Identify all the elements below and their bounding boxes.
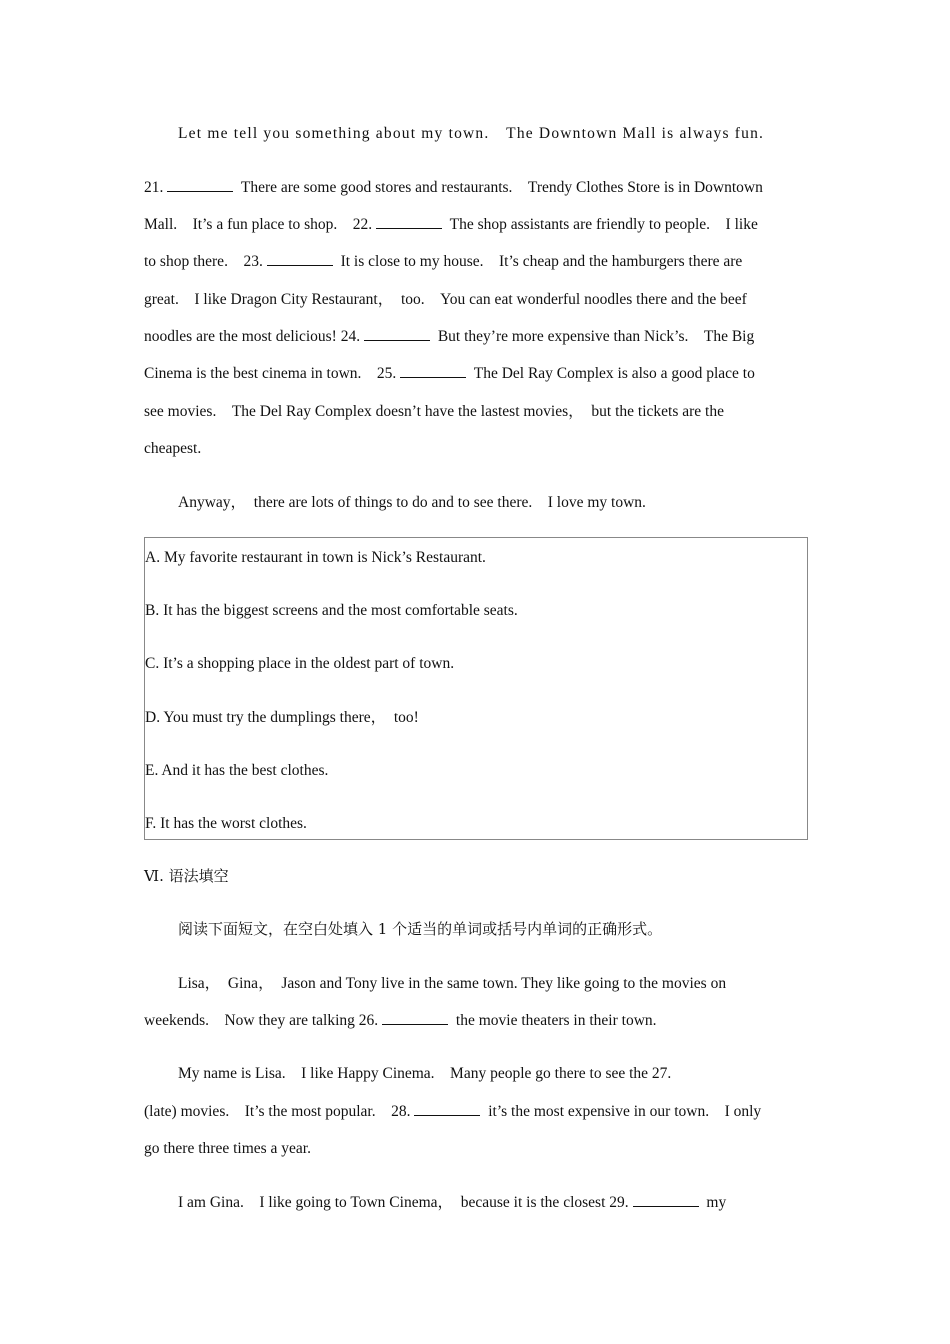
- grammar-passage-line: Lisa， Gina， Jason and Tony live in the same town. They like going to the movies on: [178, 975, 727, 992]
- grammar-passage-line: I am Gina. I like going to Town Cinema， because it is the closest 29. my: [178, 1194, 727, 1211]
- section-heading: Ⅵ. 语法填空: [144, 867, 229, 885]
- answer-blank-25[interactable]: [400, 365, 466, 378]
- option-e: E. And it has the best clothes.: [145, 762, 329, 779]
- option-a: A. My favorite restaurant in town is Nick’s Restaurant.: [145, 549, 486, 566]
- option-c: C. It’s a shopping place in the oldest part of town.: [145, 655, 455, 672]
- answer-blank-23[interactable]: [267, 253, 333, 266]
- grammar-passage-line: (late) movies. It’s the most popular. 28. it’s the most expensive in our town. I only: [144, 1103, 762, 1120]
- answer-blank-24[interactable]: [364, 328, 430, 341]
- passage-line: Cinema is the best cinema in town. 25. The Del Ray Complex is also a good place to: [144, 365, 755, 382]
- passage-line: noodles are the most delicious! 24. But they’re more expensive than Nick’s. The Big: [144, 328, 755, 345]
- passage-line: Mall. It’s a fun place to shop. 22. The shop assistants are friendly to people. I like: [144, 216, 758, 233]
- answer-blank-22[interactable]: [376, 216, 442, 229]
- section-instruction: 阅读下面短文，在空白处填入 1 个适当的单词或括号内单词的正确形式。: [178, 920, 663, 938]
- answer-blank-21[interactable]: [167, 179, 233, 192]
- passage-intro: Let me tell you something about my town. The Downtown Mall is always fun.: [178, 125, 765, 142]
- answer-blank-28[interactable]: [414, 1103, 480, 1116]
- answer-blank-29[interactable]: [633, 1194, 699, 1207]
- option-b: B. It has the biggest screens and the most comfortable seats.: [145, 602, 518, 619]
- grammar-passage-line: weekends. Now they are talking 26. the movie theaters in their town.: [144, 1012, 657, 1029]
- options-box: [144, 537, 808, 840]
- passage-line: cheapest.: [144, 440, 202, 457]
- answer-blank-26[interactable]: [382, 1012, 448, 1025]
- passage-line: great. I like Dragon City Restaurant， too. You can eat wonderful noodles there and the beef: [144, 291, 747, 308]
- option-f: F. It has the worst clothes.: [145, 815, 307, 832]
- passage-line: see movies. The Del Ray Complex doesn’t have the lastest movies， but the tickets are the: [144, 403, 724, 420]
- passage-closing: Anyway， there are lots of things to do and to see there. I love my town.: [178, 494, 646, 511]
- grammar-passage-line: My name is Lisa. I like Happy Cinema. Many people go there to see the 27.: [178, 1065, 672, 1082]
- option-d: D. You must try the dumplings there， too!: [145, 709, 419, 726]
- passage-line: to shop there. 23. It is close to my house. It’s cheap and the hamburgers there are: [144, 253, 743, 270]
- passage-line: 21. There are some good stores and restaurants. Trendy Clothes Store is in Downtown: [144, 179, 763, 196]
- grammar-passage-line: go there three times a year.: [144, 1140, 311, 1157]
